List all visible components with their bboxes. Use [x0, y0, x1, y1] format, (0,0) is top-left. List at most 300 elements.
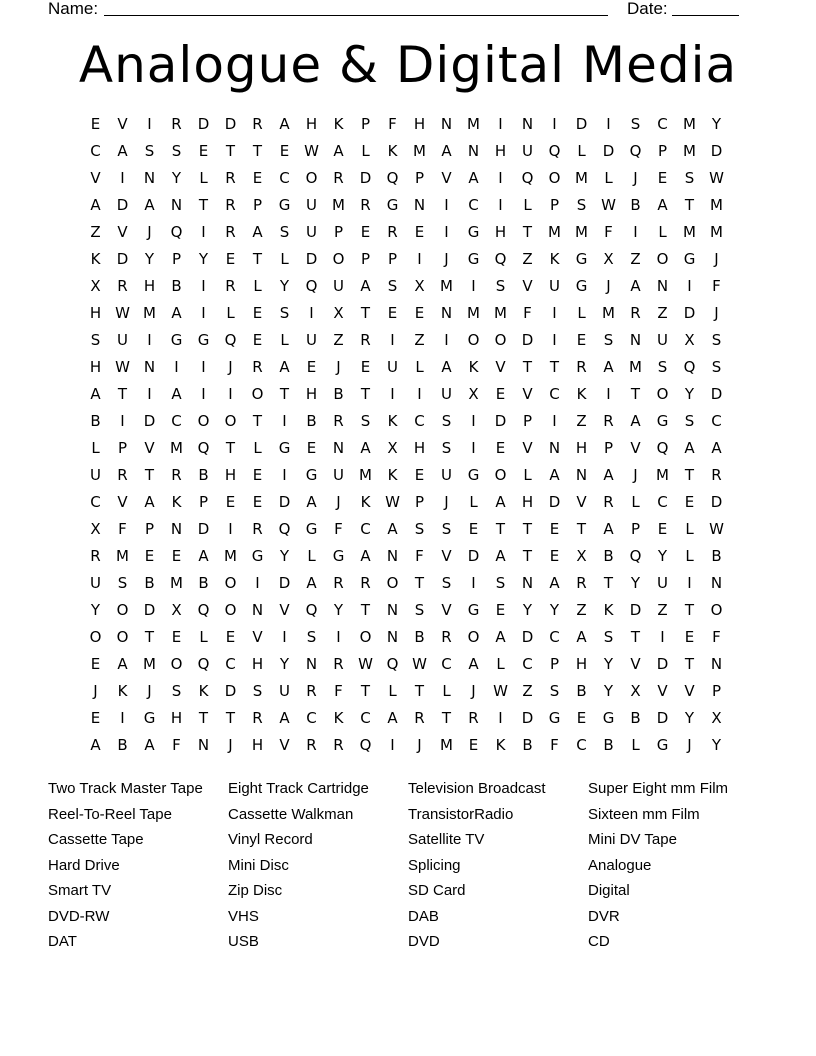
grid-letter: Y — [171, 169, 182, 187]
grid-letter: D — [710, 385, 723, 403]
word-list-item: Hard Drive — [48, 856, 120, 874]
grid-letter: Q — [197, 655, 210, 673]
grid-letter: A — [468, 655, 479, 673]
grid-letter: M — [710, 223, 723, 241]
grid-letter: D — [305, 250, 318, 268]
grid-letter: V — [630, 655, 641, 673]
grid-letter: H — [251, 655, 264, 673]
grid-letter: P — [171, 250, 182, 268]
grid-letter: S — [306, 628, 317, 646]
grid-letter: X — [684, 331, 695, 349]
grid-letter: V — [279, 736, 290, 754]
grid-letter: P — [360, 115, 371, 133]
grid-letter: D — [683, 304, 696, 322]
grid-letter: R — [630, 304, 641, 322]
grid-letter: W — [709, 169, 724, 187]
grid-letter: U — [90, 574, 101, 592]
grid-letter: E — [144, 547, 155, 565]
grid-letter: A — [549, 466, 560, 484]
grid-letter: E — [90, 655, 101, 673]
grid-letter: W — [709, 520, 724, 538]
grid-letter: W — [358, 655, 373, 673]
grid-letter: D — [494, 412, 507, 430]
grid-letter: R — [117, 277, 128, 295]
grid-letter: R — [576, 574, 587, 592]
grid-letter: I — [201, 304, 206, 322]
grid-letter: I — [309, 304, 314, 322]
grid-letter: D — [656, 709, 669, 727]
grid-letter: I — [282, 412, 287, 430]
grid-letter: K — [360, 493, 371, 511]
grid-letter: T — [198, 709, 209, 727]
grid-letter: S — [441, 412, 452, 430]
grid-letter: U — [306, 331, 317, 349]
grid-letter: E — [252, 331, 263, 349]
grid-letter: N — [386, 601, 399, 619]
grid-letter: I — [228, 385, 233, 403]
grid-letter: C — [360, 520, 371, 538]
grid-letter: R — [711, 466, 722, 484]
grid-letter: X — [171, 601, 182, 619]
grid-letter: Z — [90, 223, 101, 241]
grid-letter: I — [552, 115, 557, 133]
grid-letter: P — [711, 682, 722, 700]
grid-letter: G — [656, 736, 669, 754]
grid-letter: V — [522, 277, 533, 295]
grid-letter: V — [684, 682, 695, 700]
grid-letter: M — [332, 196, 345, 214]
grid-letter: K — [387, 466, 398, 484]
word-list-item: Reel-To-Reel Tape — [48, 805, 172, 823]
grid-letter: T — [225, 142, 236, 160]
grid-letter: F — [172, 736, 181, 754]
grid-letter: L — [415, 358, 424, 376]
grid-letter: Y — [711, 115, 722, 133]
grid-letter: C — [657, 493, 668, 511]
grid-letter: D — [467, 547, 480, 565]
grid-letter: K — [333, 709, 344, 727]
grid-letter: D — [197, 115, 210, 133]
grid-letter: P — [549, 655, 560, 673]
grid-letter: I — [255, 574, 260, 592]
grid-letter: I — [390, 736, 395, 754]
grid-letter: O — [224, 574, 237, 592]
grid-letter: I — [687, 277, 692, 295]
grid-letter: I — [498, 196, 503, 214]
grid-letter: N — [332, 439, 345, 457]
grid-letter: H — [305, 115, 318, 133]
grid-letter: R — [360, 196, 371, 214]
word-list-item: Sixteen mm Film — [588, 805, 700, 823]
grid-letter: M — [656, 466, 669, 484]
grid-letter: D — [602, 142, 615, 160]
grid-letter: K — [117, 682, 128, 700]
grid-letter: O — [656, 250, 669, 268]
name-blank-line — [104, 15, 608, 16]
grid-letter: M — [467, 304, 480, 322]
grid-letter: O — [467, 628, 480, 646]
grid-letter: B — [90, 412, 101, 430]
word-list-item: Super Eight mm Film — [588, 780, 729, 797]
grid-letter: A — [144, 493, 155, 511]
grid-letter: U — [522, 142, 533, 160]
grid-letter: A — [333, 142, 344, 160]
grid-letter: R — [225, 223, 236, 241]
grid-letter: P — [144, 520, 155, 538]
grid-letter: O — [305, 169, 318, 187]
grid-letter: S — [144, 142, 155, 160]
grid-letter: N — [656, 277, 669, 295]
grid-letter: C — [306, 709, 317, 727]
grid-letter: N — [710, 655, 723, 673]
grid-letter: I — [552, 331, 557, 349]
grid-letter: F — [334, 682, 343, 700]
grid-letter: Y — [198, 250, 209, 268]
grid-letter: A — [468, 169, 479, 187]
grid-letter: U — [549, 277, 560, 295]
grid-letter: N — [467, 142, 480, 160]
grid-letter: T — [360, 385, 371, 403]
grid-letter: A — [279, 358, 290, 376]
grid-letter: M — [170, 574, 183, 592]
grid-letter: N — [305, 655, 318, 673]
grid-letter: T — [414, 574, 425, 592]
grid-letter: D — [521, 331, 534, 349]
grid-letter: Z — [657, 601, 668, 619]
grid-letter: B — [603, 736, 614, 754]
grid-letter: M — [143, 655, 156, 673]
grid-letter: N — [143, 169, 156, 187]
grid-letter: C — [549, 628, 560, 646]
grid-letter: M — [359, 466, 372, 484]
grid-letter: J — [444, 493, 449, 511]
word-list-item: Cassette Walkman — [228, 805, 354, 823]
page-title: Analogue & Digital Media — [78, 36, 738, 94]
grid-letter: L — [658, 223, 667, 241]
grid-letter: A — [576, 628, 587, 646]
grid-letter: S — [171, 682, 182, 700]
grid-letter: U — [306, 196, 317, 214]
grid-letter: Y — [657, 547, 668, 565]
grid-letter: O — [251, 385, 264, 403]
grid-letter: A — [657, 196, 668, 214]
grid-letter: G — [467, 223, 480, 241]
grid-letter: B — [603, 547, 614, 565]
grid-letter: L — [199, 628, 208, 646]
grid-letter: I — [201, 277, 206, 295]
grid-letter: R — [387, 223, 398, 241]
grid-letter: D — [116, 196, 129, 214]
grid-letter: J — [228, 736, 233, 754]
grid-letter: E — [252, 169, 263, 187]
grid-letter: N — [413, 196, 426, 214]
grid-letter: D — [710, 493, 723, 511]
grid-letter: T — [225, 709, 236, 727]
grid-letter: M — [575, 223, 588, 241]
grid-letter: A — [711, 439, 722, 457]
grid-letter: S — [603, 628, 614, 646]
grid-letter: V — [495, 358, 506, 376]
grid-letter: H — [413, 439, 426, 457]
grid-letter: T — [522, 547, 533, 565]
grid-letter: G — [467, 601, 480, 619]
grid-letter: Q — [656, 439, 669, 457]
grid-letter: I — [444, 223, 449, 241]
grid-letter: C — [225, 655, 236, 673]
grid-letter: I — [147, 115, 152, 133]
grid-letter: G — [575, 277, 588, 295]
grid-letter: Z — [657, 304, 668, 322]
grid-letter: L — [361, 142, 370, 160]
grid-letter: S — [711, 358, 722, 376]
grid-letter: Y — [630, 574, 641, 592]
grid-letter: D — [197, 520, 210, 538]
grid-letter: Q — [683, 358, 696, 376]
grid-letter: K — [90, 250, 101, 268]
grid-letter: N — [251, 601, 264, 619]
grid-letter: I — [444, 196, 449, 214]
grid-letter: R — [225, 169, 236, 187]
grid-letter: U — [333, 466, 344, 484]
grid-letter: X — [576, 547, 587, 565]
grid-letter: T — [684, 601, 695, 619]
grid-letter: D — [116, 250, 129, 268]
grid-letter: P — [603, 439, 614, 457]
grid-letter: J — [336, 493, 341, 511]
grid-letter: T — [684, 655, 695, 673]
grid-letter: F — [118, 520, 127, 538]
grid-letter: N — [521, 115, 534, 133]
grid-letter: S — [684, 412, 695, 430]
grid-letter: A — [441, 358, 452, 376]
header-line — [48, 0, 748, 20]
grid-letter: D — [656, 655, 669, 673]
grid-letter: I — [390, 331, 395, 349]
grid-letter: V — [117, 115, 128, 133]
grid-letter: T — [549, 358, 560, 376]
grid-letter: L — [631, 736, 640, 754]
grid-letter: E — [90, 115, 101, 133]
word-list-item: Television Broadcast — [408, 780, 546, 797]
grid-letter: B — [414, 628, 425, 646]
grid-letter: T — [630, 628, 641, 646]
grid-letter: A — [630, 277, 641, 295]
grid-letter: W — [601, 196, 616, 214]
grid-letter: T — [117, 385, 128, 403]
grid-letter: A — [360, 439, 371, 457]
grid-letter: V — [117, 223, 128, 241]
grid-letter: O — [710, 601, 723, 619]
grid-letter: I — [201, 223, 206, 241]
grid-letter: Y — [90, 601, 101, 619]
grid-letter: T — [225, 439, 236, 457]
word-list-item: Two Track Master Tape — [48, 780, 203, 797]
grid-letter: I — [633, 223, 638, 241]
grid-letter: M — [440, 277, 453, 295]
grid-letter: X — [90, 520, 101, 538]
grid-letter: T — [522, 223, 533, 241]
grid-letter: I — [606, 115, 611, 133]
grid-letter: H — [170, 709, 183, 727]
grid-letter: A — [117, 142, 128, 160]
grid-letter: A — [144, 196, 155, 214]
grid-letter: O — [116, 628, 129, 646]
grid-letter: U — [333, 277, 344, 295]
grid-letter: T — [198, 196, 209, 214]
grid-letter: N — [440, 304, 453, 322]
grid-letter: Q — [305, 277, 318, 295]
grid-letter: S — [549, 682, 560, 700]
grid-letter: L — [253, 439, 262, 457]
grid-letter: S — [279, 304, 290, 322]
grid-letter: A — [144, 736, 155, 754]
grid-letter: X — [90, 277, 101, 295]
grid-letter: G — [683, 250, 696, 268]
grid-letter: R — [252, 520, 263, 538]
grid-letter: D — [521, 628, 534, 646]
grid-letter: R — [171, 115, 182, 133]
grid-letter: S — [414, 601, 425, 619]
grid-letter: I — [336, 628, 341, 646]
grid-letter: R — [360, 574, 371, 592]
grid-letter: J — [633, 466, 638, 484]
grid-letter: B — [198, 466, 209, 484]
grid-letter: A — [117, 655, 128, 673]
grid-letter: T — [360, 682, 371, 700]
word-list-item: DAT — [48, 933, 77, 950]
grid-letter: X — [333, 304, 344, 322]
grid-letter: Q — [359, 736, 372, 754]
grid-letter: I — [552, 412, 557, 430]
grid-letter: C — [90, 142, 101, 160]
grid-letter: S — [117, 574, 128, 592]
grid-letter: Y — [333, 601, 344, 619]
grid-letter: X — [414, 277, 425, 295]
grid-letter: I — [174, 358, 179, 376]
grid-letter: H — [143, 277, 156, 295]
grid-letter: X — [711, 709, 722, 727]
grid-letter: T — [252, 250, 263, 268]
grid-letter: J — [93, 682, 98, 700]
grid-letter: U — [441, 466, 452, 484]
grid-letter: W — [304, 142, 319, 160]
grid-letter: O — [494, 466, 507, 484]
grid-letter: E — [468, 520, 479, 538]
grid-letter: V — [441, 169, 452, 187]
grid-letter: N — [143, 358, 156, 376]
grid-letter: F — [388, 115, 397, 133]
grid-letter: G — [332, 547, 345, 565]
grid-letter: E — [252, 466, 263, 484]
grid-letter: L — [496, 655, 505, 673]
grid-letter: V — [90, 169, 101, 187]
grid-letter: H — [521, 493, 534, 511]
grid-letter: I — [147, 385, 152, 403]
grid-letter: V — [657, 682, 668, 700]
grid-letter: J — [228, 358, 233, 376]
grid-letter: M — [170, 439, 183, 457]
grid-letter: K — [603, 601, 614, 619]
grid-letter: R — [90, 547, 101, 565]
grid-letter: P — [657, 142, 668, 160]
grid-letter: R — [252, 358, 263, 376]
grid-letter: J — [687, 736, 692, 754]
grid-letter: M — [710, 196, 723, 214]
grid-letter: I — [147, 331, 152, 349]
word-list-item: Vinyl Record — [228, 831, 313, 848]
grid-letter: G — [305, 466, 318, 484]
word-list-item: CD — [588, 933, 610, 950]
grid-letter: U — [657, 574, 668, 592]
grid-letter: C — [90, 493, 101, 511]
grid-letter: D — [521, 709, 534, 727]
grid-letter: L — [604, 169, 613, 187]
grid-letter: E — [495, 385, 506, 403]
grid-letter: E — [387, 304, 398, 322]
grid-letter: K — [333, 115, 344, 133]
grid-letter: X — [387, 439, 398, 457]
grid-letter: N — [386, 547, 399, 565]
grid-letter: G — [548, 709, 561, 727]
grid-letter: P — [522, 412, 533, 430]
grid-letter: A — [306, 493, 317, 511]
grid-letter: G — [386, 196, 399, 214]
grid-letter: S — [387, 277, 398, 295]
grid-letter: G — [197, 331, 210, 349]
grid-letter: H — [575, 439, 588, 457]
grid-letter: R — [414, 709, 425, 727]
grid-letter: Z — [576, 601, 587, 619]
grid-letter: A — [306, 574, 317, 592]
grid-letter: E — [279, 142, 290, 160]
grid-letter: T — [522, 358, 533, 376]
word-list-item: Satellite TV — [408, 831, 485, 848]
grid-letter: Y — [279, 277, 290, 295]
word-list — [48, 776, 768, 955]
grid-letter: Q — [629, 547, 642, 565]
grid-letter: G — [278, 439, 291, 457]
grid-letter: G — [305, 520, 318, 538]
grid-letter: T — [144, 628, 155, 646]
grid-letter: T — [495, 520, 506, 538]
grid-letter: M — [143, 304, 156, 322]
grid-letter: A — [90, 736, 101, 754]
grid-letter: A — [171, 385, 182, 403]
grid-letter: U — [387, 358, 398, 376]
grid-letter: A — [549, 574, 560, 592]
grid-letter: W — [115, 304, 130, 322]
grid-letter: S — [279, 223, 290, 241]
grid-letter: K — [387, 142, 398, 160]
grid-letter: J — [147, 682, 152, 700]
grid-letter: C — [522, 655, 533, 673]
grid-letter: A — [90, 385, 101, 403]
grid-letter: J — [147, 223, 152, 241]
grid-letter: O — [116, 601, 129, 619]
grid-letter: L — [199, 169, 208, 187]
grid-letter: L — [253, 277, 262, 295]
word-list-item: Mini Disc — [228, 856, 289, 874]
grid-letter: I — [228, 520, 233, 538]
grid-letter: R — [333, 169, 344, 187]
word-list-item: DAB — [408, 907, 439, 925]
word-list-item: Mini DV Tape — [588, 831, 677, 848]
grid-letter: B — [576, 682, 587, 700]
grid-letter: I — [120, 169, 125, 187]
grid-letter: S — [171, 142, 182, 160]
grid-letter: Z — [576, 412, 587, 430]
grid-letter: D — [548, 493, 561, 511]
